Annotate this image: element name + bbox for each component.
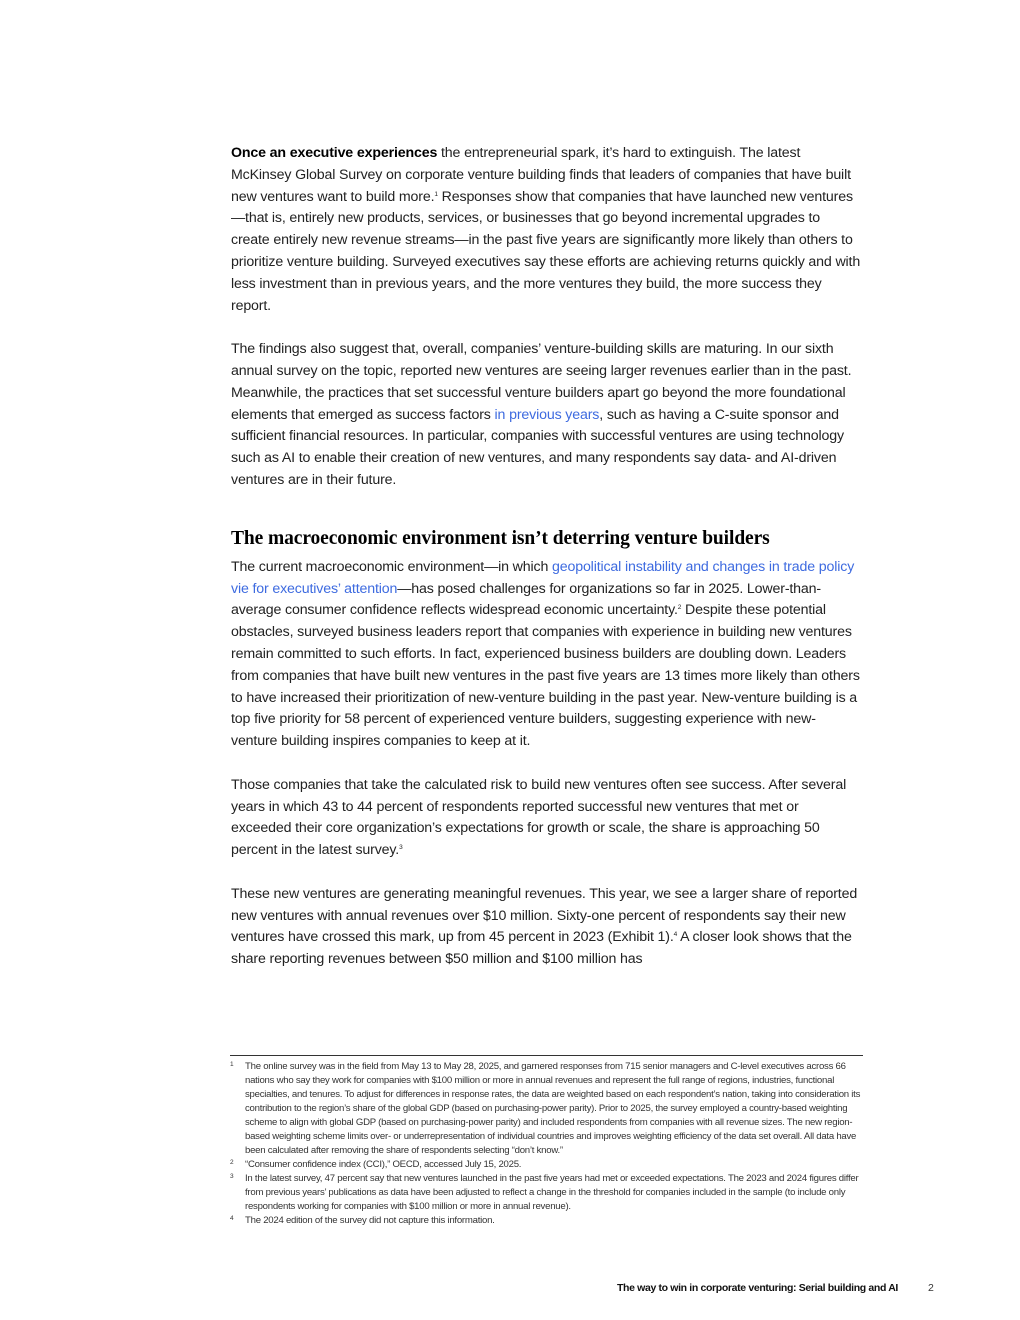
footnote-text: In the latest survey, 47 percent say that new ventures launched in the past five years had met or exceeded expectations. The 2023 and 2024 figures differ from previous years’ publications as data have been adjusted to reflect a change in the threshold for companies included in the sample (to include only respondents working for companies with $100 million or more in annual revenue). <box>245 1173 859 1212</box>
paragraph-text: Those companies that take the calculated risk to build new ventures often see success. After several years in which 43 to 44 percent of respondents reported successful new ventures that met or exceeded their core organization’s expectations for growth or scale, the share is approaching 50 percent in the latest survey. <box>231 776 847 859</box>
footnote-2 <box>230 1158 863 1172</box>
paragraph-text: Despite these potential obstacles, surveyed business leaders report that companies with experience in building new ventures remain committed to such efforts. In fact, experienced business builders are doubling down. Leaders from companies that have built new ventures in the past five years are 13 times more likely than others to have increased their prioritization of new-venture building in the past year. New-venture building is a top five priority for 58 percent of experienced venture builders, suggesting experience with new-venture building inspires companies to keep at it. <box>231 602 860 750</box>
footnote-number: 1 <box>230 1061 234 1068</box>
paragraph-text: , such as having a C-suite sponsor and sufficient financial resources. In particular, companies with successful ventures are using technology such as AI to enable their creation of new ventures, and many respondents say data- and AI-driven ventures are in their future. <box>231 406 844 488</box>
revenues-paragraph <box>231 884 861 971</box>
paragraph-text: —has posed challenges for organizations so far in 2025. Lower-than-average consumer confidence reflects widespread economic uncertainty. <box>231 580 821 619</box>
paragraph-text: A closer look shows that the share reporting revenues between $50 million and $100 million has <box>231 929 852 968</box>
intro-paragraph <box>231 143 861 317</box>
section-heading: The macroeconomic environment isn’t deterring venture builders <box>231 527 770 549</box>
footnote-text: The online survey was in the field from May 13 to May 28, 2025, and garnered responses from 715 senior managers and C-level executives across 66 nations who say they work for companies with $100 million or more in annual revenues and represent the full range of regions, industries, functional specialties, and tenures. To adjust for differences in response rates, the data are weighted based on each respondent’s nation, taking into consideration its contribution to the region’s share of the global GDP (based on purchasing-power parity). Prior to 2025, the survey employed a country-based weighting scheme to align with global GDP (based on purchasing-power parity) and included respondents from companies with all revenue sizes. The new region-based weighting scheme limits over- or underrepresentation of individual countries and improves weighting efficiency of the data set overall. All data have been calculated after removing the share of respondents selecting “don’t know.” <box>245 1061 861 1156</box>
paragraph-text: The current macroeconomic environment—in which <box>231 558 552 575</box>
paragraph-text: the entrepreneurial spark, it’s hard to extinguish. The latest McKinsey Global Survey on corporate venture building finds that leaders of companies that have built new ventures want to build more. <box>231 145 851 205</box>
findings-paragraph <box>231 339 861 492</box>
page-number: 2 <box>928 1282 934 1294</box>
lead-in: Once an executive experiences <box>231 145 438 161</box>
footnote-text: “Consumer confidence index (CCI),” OECD, accessed July 15, 2025. <box>245 1159 522 1170</box>
footnotes-section <box>230 1055 863 1228</box>
macro-paragraph <box>231 557 861 753</box>
previous-years-link[interactable]: in previous years <box>494 406 600 423</box>
footnote-number: 4 <box>230 1215 234 1222</box>
footnote-1 <box>230 1060 863 1158</box>
paragraph-text: The findings also suggest that, overall, companies’ venture-building skills are maturing. In our sixth annual survey on the topic, reported new ventures are seeing larger revenues earlier than in the past. Meanwhile, the practices that set successful venture builders apart go beyond the more foundational elements that emerged as success factors <box>231 341 852 423</box>
page-footer <box>0 1282 1020 1298</box>
footnote-ref-3[interactable]: 3 <box>399 844 403 852</box>
footnote-ref-2[interactable]: 2 <box>677 604 682 612</box>
footnote-ref-1[interactable]: 1 <box>434 190 438 198</box>
paragraph-text: Responses show that companies that have launched new ventures—that is, entirely new products, services, or businesses that go beyond incremental upgrades to create entirely new revenue streams—in the past five years are significantly more likely than others to prioritize venture building. Surveyed executives say these efforts are achieving returns quickly and with less investment than in previous years, and the more ventures they build, the more success they report. <box>231 188 861 314</box>
geopolitical-instability-link[interactable]: geopolitical instability and changes in trade policy vie for executives’ attention <box>231 558 855 597</box>
running-title: The way to win in corporate venturing: Serial building and AI <box>616 1282 898 1294</box>
footnote-4 <box>230 1214 863 1228</box>
footnote-ref-4[interactable]: 4 <box>673 931 678 939</box>
footnote-3 <box>230 1172 863 1214</box>
footnote-text: The 2024 edition of the survey did not capture this information. <box>245 1215 495 1226</box>
footnote-number: 2 <box>230 1159 234 1166</box>
paragraph-text: These new ventures are generating meaningful revenues. This year, we see a larger share of reported new ventures with annual revenues over $10 million. Sixty-one percent of respondents say their new ventures have crossed this mark, up from 45 percent in 2023 (Exhibit 1). <box>231 885 858 946</box>
article-body <box>231 143 861 971</box>
success-paragraph <box>231 775 861 862</box>
footnote-number: 3 <box>230 1173 234 1180</box>
